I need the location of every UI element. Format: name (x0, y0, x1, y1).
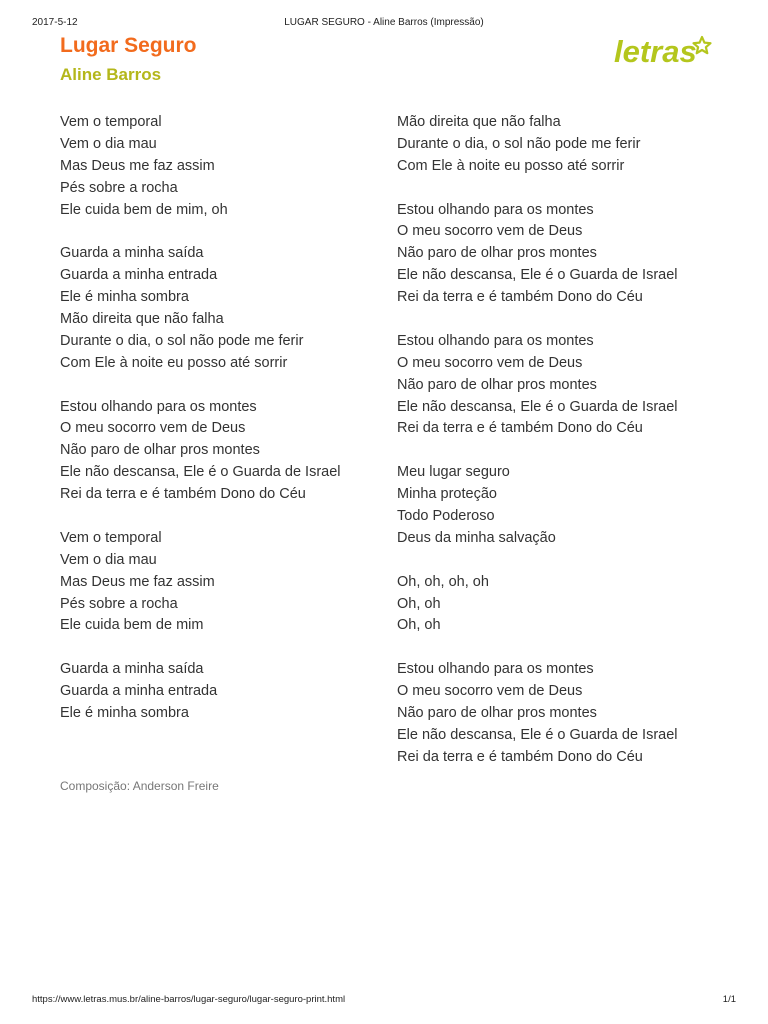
lyric-line: Estou olhando para os montes (397, 332, 594, 349)
lyric-line: Não paro de olhar pros montes (397, 376, 597, 393)
lyric-line: Guarda a minha entrada (60, 267, 218, 284)
artist-name: Aline Barros (60, 65, 162, 84)
print-url: https://www.letras.mus.br/aline-barros/lugar-seguro/lugar-seguro-print.html (32, 994, 346, 1005)
page-number: 1/1 (722, 994, 736, 1005)
print-document-title: LUGAR SEGURO - Aline Barros (Impressão) (284, 17, 484, 28)
lyric-line: Ele não descansa, Ele é o Guarda de Israel (60, 464, 341, 481)
lyrics-column-right (397, 112, 678, 769)
lyric-line: Durante o dia, o sol não pode me ferir (60, 332, 304, 349)
composer-credit: Composição: Anderson Freire (60, 779, 219, 793)
lyric-line: O meu socorro vem de Deus (60, 420, 246, 437)
lyric-line: Mão direita que não falha (60, 311, 224, 328)
lyric-line: Guarda a minha saída (60, 661, 204, 678)
lyric-line: Com Ele à noite eu posso até sorrir (397, 157, 625, 174)
lyric-line: Rei da terra e é também Dono do Céu (60, 486, 306, 503)
lyric-line: Não paro de olhar pros montes (397, 705, 597, 722)
print-footer (32, 994, 736, 1008)
logo-text: letras (614, 34, 697, 69)
lyric-line: Mas Deus me faz assim (60, 157, 215, 174)
stanza-break (397, 440, 678, 462)
lyric-line: Mas Deus me faz assim (60, 573, 215, 590)
lyric-line: Oh, oh (397, 617, 441, 634)
stanza-break (397, 178, 678, 200)
lyric-line: Vem o temporal (60, 529, 162, 546)
lyric-line: Minha proteção (397, 486, 497, 503)
lyric-line: Rei da terra e é também Dono do Céu (397, 748, 643, 765)
lyric-line: Não paro de olhar pros montes (60, 442, 260, 459)
lyric-line: Oh, oh, oh, oh (397, 573, 489, 590)
stanza-break (60, 637, 341, 659)
lyric-line: Ele é minha sombra (60, 289, 189, 306)
stanza-break (397, 550, 678, 572)
lyric-line: Mão direita que não falha (397, 114, 561, 130)
lyric-line: Guarda a minha saída (60, 245, 204, 262)
song-title: Lugar Seguro (60, 34, 197, 57)
lyric-line: Pés sobre a rocha (60, 179, 178, 196)
lyric-line: O meu socorro vem de Deus (397, 223, 583, 240)
lyric-line: Guarda a minha entrada (60, 683, 218, 700)
lyric-line: Ele não descansa, Ele é o Guarda de Israel (397, 267, 678, 284)
lyric-line: Ele não descansa, Ele é o Guarda de Israel (397, 726, 678, 743)
lyric-line: Vem o dia mau (60, 551, 157, 568)
stanza-break (397, 637, 678, 659)
lyric-line: Com Ele à noite eu posso até sorrir (60, 354, 288, 371)
stanza-break (60, 375, 341, 397)
lyric-line: Rei da terra e é também Dono do Céu (397, 420, 643, 437)
lyric-line: Ele cuida bem de mim, oh (60, 201, 228, 218)
lyric-line: Vem o dia mau (60, 135, 157, 152)
lyric-line: Estou olhando para os montes (60, 398, 257, 415)
lyric-line: Ele cuida bem de mim (60, 617, 204, 634)
lyric-line: Ele é minha sombra (60, 705, 189, 722)
lyric-line: Rei da terra e é também Dono do Céu (397, 289, 643, 306)
print-header (32, 17, 736, 31)
lyric-line: Vem o temporal (60, 114, 162, 130)
lyric-line: Estou olhando para os montes (397, 661, 594, 678)
lyric-line: Durante o dia, o sol não pode me ferir (397, 135, 641, 152)
lyric-line: O meu socorro vem de Deus (397, 683, 583, 700)
stanza-break (60, 506, 341, 528)
lyric-line: O meu socorro vem de Deus (397, 354, 583, 371)
lyric-line: Meu lugar seguro (397, 464, 510, 481)
lyrics-column-left (60, 112, 341, 725)
stanza-break (397, 309, 678, 331)
lyric-line: Oh, oh (397, 595, 441, 612)
lyric-line: Pés sobre a rocha (60, 595, 178, 612)
lyric-line: Não paro de olhar pros montes (397, 245, 597, 262)
print-date: 2017-5-12 (32, 17, 78, 28)
lyric-line: Todo Poderoso (397, 508, 495, 525)
lyric-line: Ele não descansa, Ele é o Guarda de Israel (397, 398, 678, 415)
lyric-line: Deus da minha salvação (397, 529, 556, 546)
lyric-line: Estou olhando para os montes (397, 201, 594, 218)
letras-logo (614, 30, 714, 70)
stanza-break (60, 221, 341, 243)
